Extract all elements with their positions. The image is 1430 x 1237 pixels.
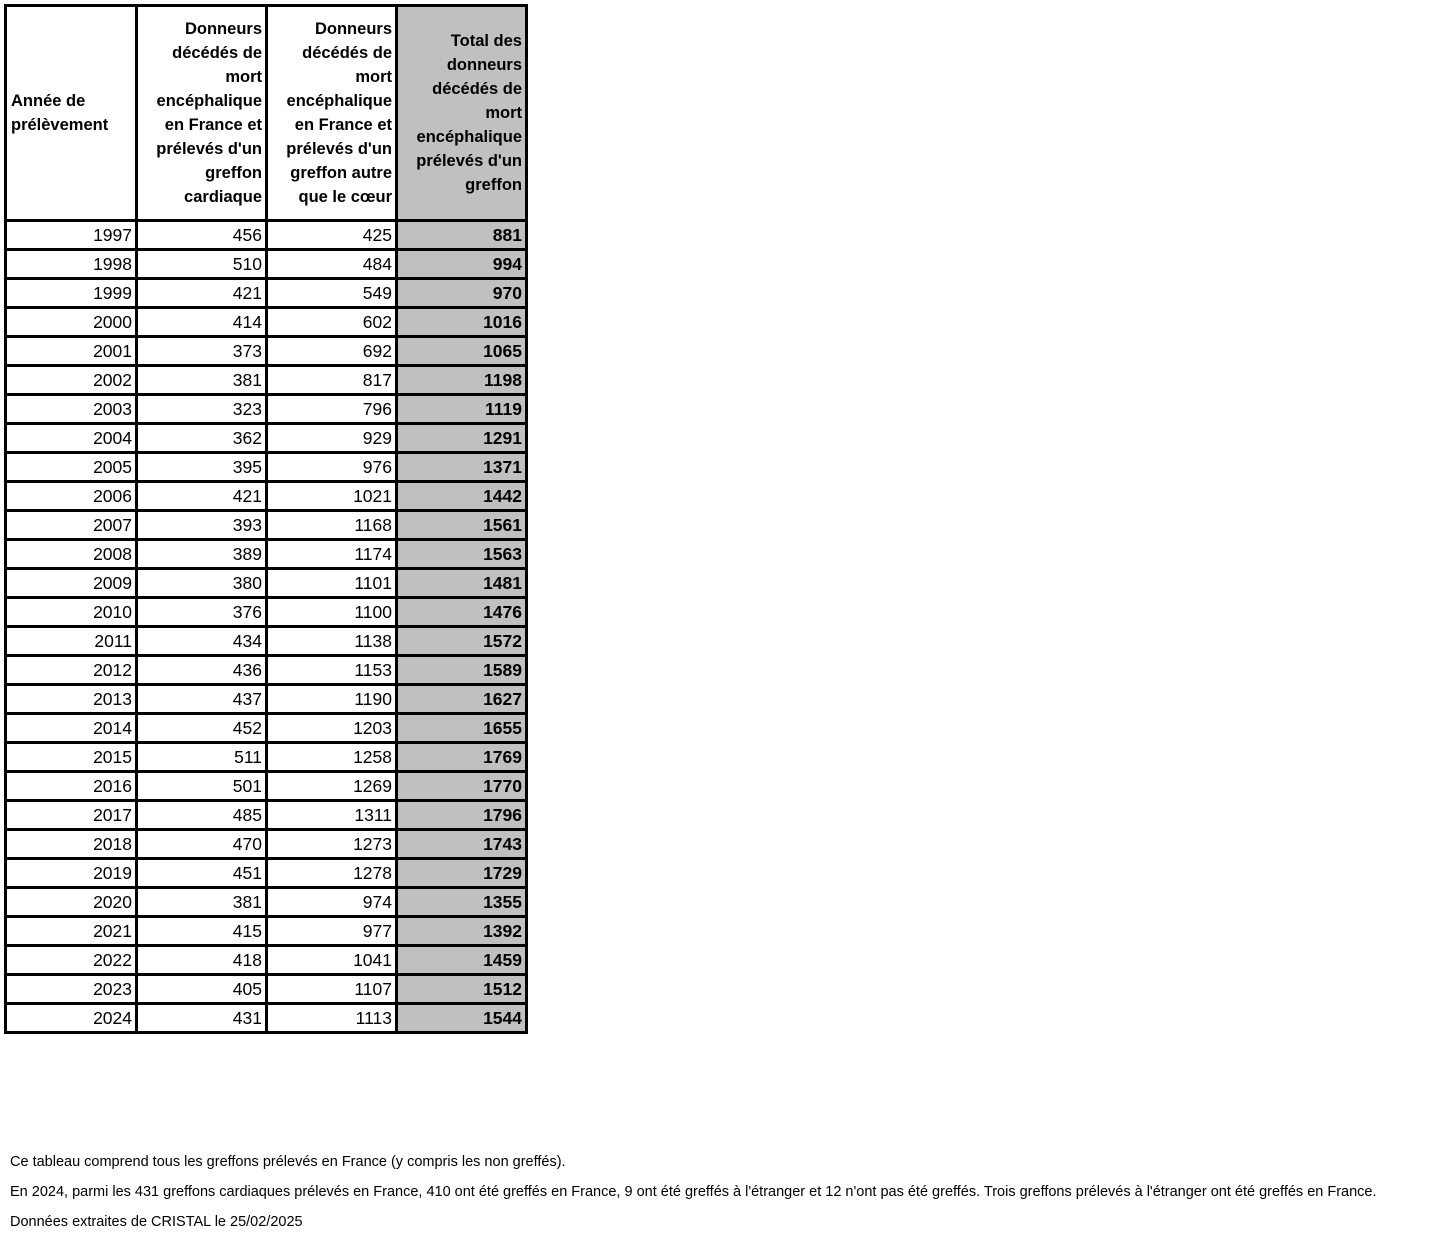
cell-total-donors: 1442 xyxy=(397,482,527,511)
cell-year: 2002 xyxy=(6,366,137,395)
cell-year: 2020 xyxy=(6,888,137,917)
note-scope: Ce tableau comprend tous les greffons prélevés en France (y compris les non greffés). xyxy=(10,1154,566,1170)
cell-heart-donors: 451 xyxy=(137,859,267,888)
cell-year: 2007 xyxy=(6,511,137,540)
table-row xyxy=(6,917,527,946)
table-row xyxy=(6,888,527,917)
cell-heart-donors: 470 xyxy=(137,830,267,859)
cell-year: 2003 xyxy=(6,395,137,424)
table-row xyxy=(6,859,527,888)
cell-year: 2018 xyxy=(6,830,137,859)
cell-heart-donors: 323 xyxy=(137,395,267,424)
table-row xyxy=(6,685,527,714)
cell-total-donors: 1655 xyxy=(397,714,527,743)
cell-year: 1997 xyxy=(6,221,137,250)
cell-year: 2011 xyxy=(6,627,137,656)
cell-year: 2024 xyxy=(6,1004,137,1033)
table-row xyxy=(6,366,527,395)
cell-other-donors: 929 xyxy=(267,424,397,453)
cell-other-donors: 1113 xyxy=(267,1004,397,1033)
cell-other-donors: 425 xyxy=(267,221,397,250)
cell-year: 2022 xyxy=(6,946,137,975)
table-row xyxy=(6,511,527,540)
table-row xyxy=(6,714,527,743)
cell-year: 2010 xyxy=(6,598,137,627)
cell-heart-donors: 415 xyxy=(137,917,267,946)
cell-total-donors: 1512 xyxy=(397,975,527,1004)
cell-total-donors: 1769 xyxy=(397,743,527,772)
table-body xyxy=(6,221,527,1033)
cell-other-donors: 1107 xyxy=(267,975,397,1004)
table-row xyxy=(6,772,527,801)
cell-other-donors: 602 xyxy=(267,308,397,337)
cell-other-donors: 1101 xyxy=(267,569,397,598)
table-row xyxy=(6,337,527,366)
cell-other-donors: 1311 xyxy=(267,801,397,830)
cell-year: 2019 xyxy=(6,859,137,888)
cell-total-donors: 1563 xyxy=(397,540,527,569)
table-row xyxy=(6,308,527,337)
cell-total-donors: 1770 xyxy=(397,772,527,801)
cell-heart-donors: 373 xyxy=(137,337,267,366)
cell-year: 2005 xyxy=(6,453,137,482)
cell-heart-donors: 452 xyxy=(137,714,267,743)
cell-year: 2021 xyxy=(6,917,137,946)
cell-other-donors: 1100 xyxy=(267,598,397,627)
note-2024-detail: En 2024, parmi les 431 greffons cardiaques prélevés en France, 410 ont été greffés en France, 9 ont été greffés à l'étranger et 12 n'ont pas été greffés. Trois greffons prélevés à l'étranger ont été greffés en France. xyxy=(10,1184,1377,1200)
cell-total-donors: 1481 xyxy=(397,569,527,598)
cell-total-donors: 1119 xyxy=(397,395,527,424)
table-header xyxy=(6,6,527,221)
cell-other-donors: 549 xyxy=(267,279,397,308)
cell-heart-donors: 389 xyxy=(137,540,267,569)
cell-other-donors: 974 xyxy=(267,888,397,917)
cell-heart-donors: 485 xyxy=(137,801,267,830)
cell-other-donors: 1203 xyxy=(267,714,397,743)
cell-other-donors: 1269 xyxy=(267,772,397,801)
table-row xyxy=(6,627,527,656)
table-row xyxy=(6,975,527,1004)
cell-heart-donors: 380 xyxy=(137,569,267,598)
cell-heart-donors: 376 xyxy=(137,598,267,627)
cell-total-donors: 1589 xyxy=(397,656,527,685)
cell-heart-donors: 511 xyxy=(137,743,267,772)
cell-year: 2009 xyxy=(6,569,137,598)
cell-year: 2008 xyxy=(6,540,137,569)
table-row xyxy=(6,395,527,424)
cell-heart-donors: 421 xyxy=(137,482,267,511)
cell-other-donors: 796 xyxy=(267,395,397,424)
cell-year: 2004 xyxy=(6,424,137,453)
cell-year: 2013 xyxy=(6,685,137,714)
table-row xyxy=(6,946,527,975)
table-row xyxy=(6,221,527,250)
cell-year: 2023 xyxy=(6,975,137,1004)
cell-year: 2017 xyxy=(6,801,137,830)
cell-other-donors: 692 xyxy=(267,337,397,366)
cell-heart-donors: 395 xyxy=(137,453,267,482)
table-row xyxy=(6,424,527,453)
cell-year: 1999 xyxy=(6,279,137,308)
cell-total-donors: 1796 xyxy=(397,801,527,830)
cell-total-donors: 1198 xyxy=(397,366,527,395)
cell-year: 2012 xyxy=(6,656,137,685)
cell-total-donors: 1291 xyxy=(397,424,527,453)
cell-heart-donors: 381 xyxy=(137,888,267,917)
cell-other-donors: 1021 xyxy=(267,482,397,511)
cell-other-donors: 1168 xyxy=(267,511,397,540)
cell-year: 2001 xyxy=(6,337,137,366)
cell-heart-donors: 434 xyxy=(137,627,267,656)
cell-heart-donors: 421 xyxy=(137,279,267,308)
cell-other-donors: 977 xyxy=(267,917,397,946)
table-row xyxy=(6,279,527,308)
cell-total-donors: 1561 xyxy=(397,511,527,540)
table-row xyxy=(6,1004,527,1033)
cell-heart-donors: 437 xyxy=(137,685,267,714)
cell-total-donors: 1544 xyxy=(397,1004,527,1033)
donors-table xyxy=(4,4,528,1034)
cell-other-donors: 484 xyxy=(267,250,397,279)
cell-other-donors: 1174 xyxy=(267,540,397,569)
cell-other-donors: 1278 xyxy=(267,859,397,888)
cell-heart-donors: 456 xyxy=(137,221,267,250)
cell-year: 2016 xyxy=(6,772,137,801)
cell-heart-donors: 510 xyxy=(137,250,267,279)
cell-other-donors: 1041 xyxy=(267,946,397,975)
cell-year: 2015 xyxy=(6,743,137,772)
cell-heart-donors: 418 xyxy=(137,946,267,975)
cell-total-donors: 1476 xyxy=(397,598,527,627)
header-year: Année de prélèvement xyxy=(6,6,137,221)
cell-total-donors: 881 xyxy=(397,221,527,250)
header-row xyxy=(6,6,527,221)
cell-other-donors: 1153 xyxy=(267,656,397,685)
cell-heart-donors: 381 xyxy=(137,366,267,395)
header-other-donors: Donneurs décédés de mort encéphalique en France et prélevés d'un greffon autre que le cœur xyxy=(267,6,397,221)
cell-other-donors: 1138 xyxy=(267,627,397,656)
cell-other-donors: 1273 xyxy=(267,830,397,859)
cell-total-donors: 1459 xyxy=(397,946,527,975)
table-row xyxy=(6,801,527,830)
cell-total-donors: 1371 xyxy=(397,453,527,482)
table-row xyxy=(6,482,527,511)
footnotes xyxy=(10,1147,1428,1237)
cell-other-donors: 817 xyxy=(267,366,397,395)
cell-total-donors: 1392 xyxy=(397,917,527,946)
table-row xyxy=(6,656,527,685)
table-row xyxy=(6,830,527,859)
cell-total-donors: 1572 xyxy=(397,627,527,656)
cell-total-donors: 994 xyxy=(397,250,527,279)
cell-heart-donors: 431 xyxy=(137,1004,267,1033)
cell-other-donors: 976 xyxy=(267,453,397,482)
note-source: Données extraites de CRISTAL le 25/02/2025 xyxy=(10,1214,303,1230)
cell-heart-donors: 362 xyxy=(137,424,267,453)
cell-total-donors: 1627 xyxy=(397,685,527,714)
cell-heart-donors: 501 xyxy=(137,772,267,801)
table-row xyxy=(6,453,527,482)
cell-total-donors: 970 xyxy=(397,279,527,308)
table-row xyxy=(6,743,527,772)
cell-year: 2000 xyxy=(6,308,137,337)
cell-total-donors: 1355 xyxy=(397,888,527,917)
cell-heart-donors: 436 xyxy=(137,656,267,685)
table-row xyxy=(6,598,527,627)
cell-total-donors: 1016 xyxy=(397,308,527,337)
cell-total-donors: 1729 xyxy=(397,859,527,888)
table-row xyxy=(6,569,527,598)
cell-total-donors: 1065 xyxy=(397,337,527,366)
cell-other-donors: 1190 xyxy=(267,685,397,714)
cell-total-donors: 1743 xyxy=(397,830,527,859)
table-row xyxy=(6,250,527,279)
cell-year: 2014 xyxy=(6,714,137,743)
cell-heart-donors: 414 xyxy=(137,308,267,337)
cell-other-donors: 1258 xyxy=(267,743,397,772)
header-total-donors: Total des donneurs décédés de mort encéphalique prélevés d'un greffon xyxy=(397,6,527,221)
table-row xyxy=(6,540,527,569)
cell-year: 2006 xyxy=(6,482,137,511)
header-heart-donors: Donneurs décédés de mort encéphalique en France et prélevés d'un greffon cardiaque xyxy=(137,6,267,221)
cell-heart-donors: 405 xyxy=(137,975,267,1004)
cell-year: 1998 xyxy=(6,250,137,279)
cell-heart-donors: 393 xyxy=(137,511,267,540)
